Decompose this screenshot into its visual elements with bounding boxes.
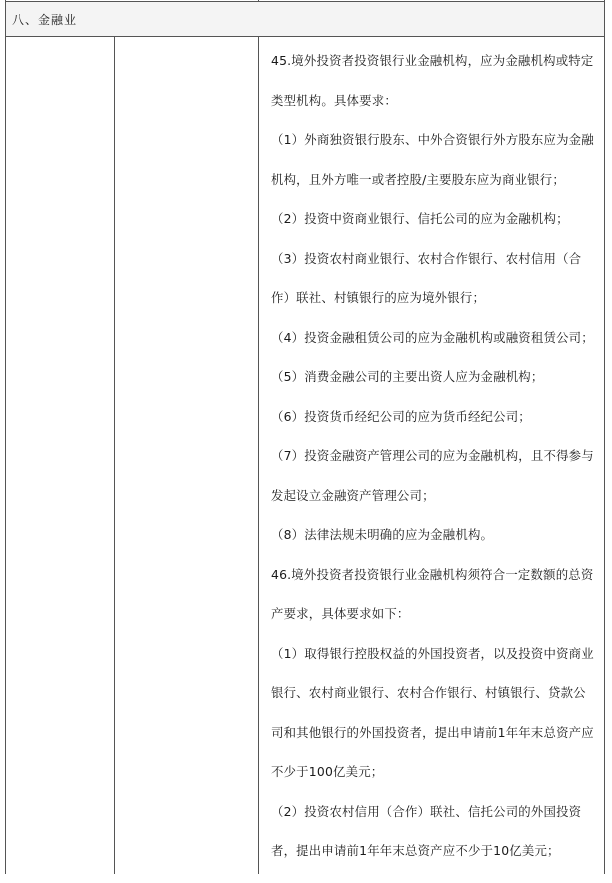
measure-line: （8）法律法规未明确的应为金融机构。 [271, 527, 494, 542]
measure-line: （2）投资中资商业银行、信托公司的应为金融机构； [271, 211, 569, 226]
measure-line: 发起设立金融资产管理公司； [271, 487, 435, 503]
measure-line: （7）投资金融资产管理公司的应为金融机构，且不得参与 [271, 448, 594, 463]
measure-line: （4）投资金融租赁公司的应为金融机构或融资租赁公司； [271, 329, 594, 345]
measure-line: 者，提出申请前1年年末总资产应不少于10亿美元； [271, 843, 560, 858]
section-title: 八、金融业 [12, 13, 78, 27]
measures-cell [271, 53, 606, 883]
measure-line: （3）投资农村商业银行、农村合作银行、农村信用（合 [271, 250, 582, 266]
column-divider-1 [114, 37, 115, 874]
measure-line: 类型机构。具体要求： [271, 92, 397, 108]
measure-line: 不少于100亿美元； [271, 764, 384, 779]
section-header-row [6, 1, 604, 37]
measure-line: 机构，且外方唯一或者控股/主要股东应为商业银行； [271, 171, 565, 187]
measure-line: 45.境外投资者投资银行业金融机构，应为金融机构或特定 [271, 53, 594, 68]
measure-line: 司和其他银行的外国投资者，提出申请前1年年末总资产应 [271, 724, 594, 740]
measure-line: 产要求，具体要求如下： [271, 606, 410, 621]
measure-line: 46.境外投资者投资银行业金融机构须符合一定数额的总资 [271, 566, 594, 582]
measure-line: （1）取得银行控股权益的外国投资者，以及投资中资商业 [271, 645, 594, 661]
measure-line: 银行、农村商业银行、农村合作银行、村镇银行、贷款公 [271, 685, 586, 700]
measure-line: （1）外商独资银行股东、中外合资银行外方股东应为金融 [271, 132, 594, 147]
measure-line: 作）联社、村镇银行的应为境外银行； [271, 290, 486, 305]
measure-line: （2）投资农村信用（合作）联社、信托公司的外国投资 [271, 803, 582, 819]
regulation-table [5, 0, 605, 874]
measure-line: （6）投资货币经纪公司的应为货币经纪公司； [271, 408, 531, 424]
measure-line: （5）消费金融公司的主要出资人应为金融机构； [271, 369, 544, 384]
column-divider-2 [258, 37, 259, 874]
